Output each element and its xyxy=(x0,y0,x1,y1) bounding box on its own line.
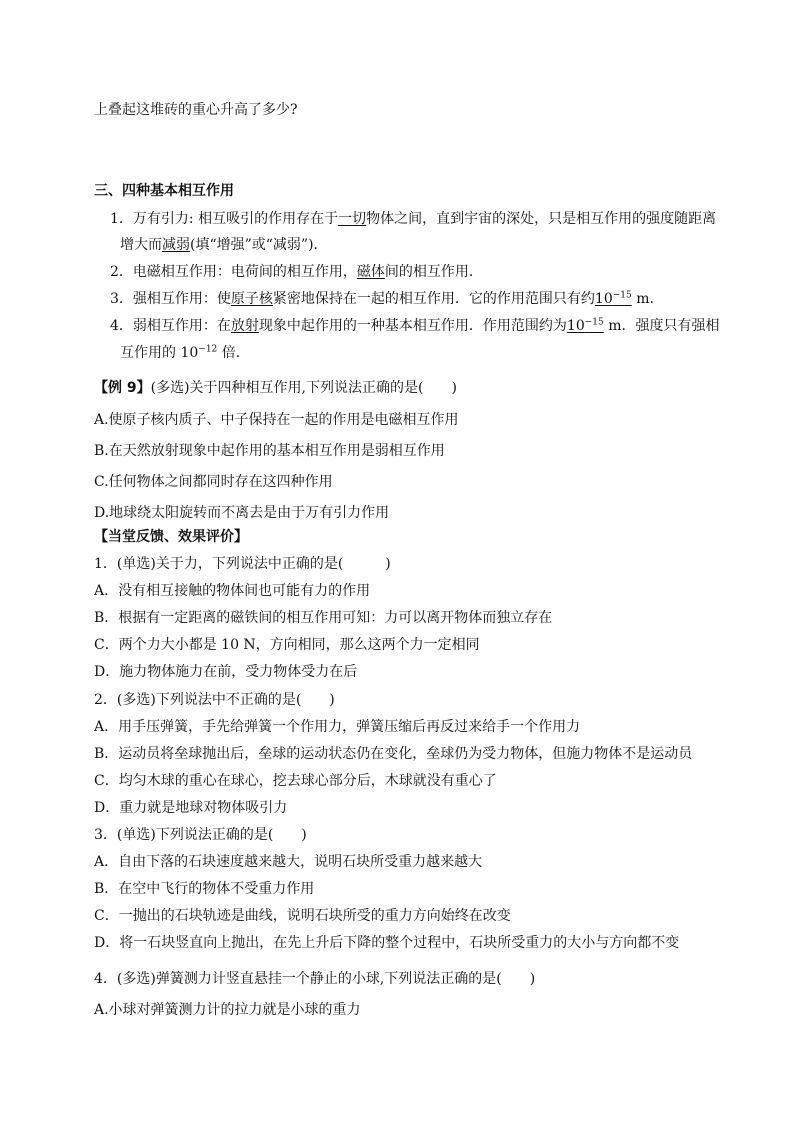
answer-blank: 一切 xyxy=(338,211,367,227)
option: A．没有相互接触的物体间也可能有力的作用 xyxy=(94,583,371,599)
item-number: 1． xyxy=(110,211,133,227)
question-stem: 2．(多选)下列说法中不正确的是( ) xyxy=(94,692,335,708)
option: B．在空中飞行的物体不受重力作用 xyxy=(94,881,315,897)
option: C．一抛出的石块轨迹是曲线，说明石块所受的重力方向始终在改变 xyxy=(94,908,511,924)
intro-text: 上叠起这堆砖的重心升高了多少? xyxy=(94,102,298,118)
question-stem: 3．(单选)下列说法正确的是( ) xyxy=(94,827,307,843)
section-3-item-2: 2．电磁相互作用：电荷间的相互作用，磁体间的相互作用． xyxy=(110,264,483,280)
option: D．施力物体施力在前，受力物体受力在后 xyxy=(94,664,358,680)
answer-blank-power: $10^{-15}$ xyxy=(594,290,632,307)
option: A.小球对弹簧测力计的拉力就是小球的重力 xyxy=(94,1002,361,1018)
option: B．运动员将垒球抛出后，垒球的运动状态仍在变化，垒球仍为受力物体，但施力物体不是运动员 xyxy=(94,746,693,762)
example-tag: 【例 9】 xyxy=(94,380,151,396)
section-3-item-1-cont: 增大而减弱(填“增强”或“减弱”)． xyxy=(120,237,328,253)
example-9-stem: 【例 9】(多选)关于四种相互作用,下列说法正确的是( ) xyxy=(94,380,457,396)
answer-blank-power: $10^{-15}$ xyxy=(566,317,604,334)
section-3-item-1: 1．万有引力: 相互吸引的作用存在于一切物体之间，直到宇宙的深处，只是相互作用的强度随距离 xyxy=(110,211,717,227)
answer-blank: 放射 xyxy=(230,318,259,334)
section-3-title: 三、四种基本相互作用 xyxy=(94,183,234,199)
item-number: 4． xyxy=(110,318,133,334)
option: C．均匀木球的重心在球心，挖去球心部分后，木球就没有重心了 xyxy=(94,773,497,789)
option: D．将一石块竖直向上抛出，在先上升后下降的整个过程中，石块所受重力的大小与方向都不变 xyxy=(94,935,680,951)
feedback-title: 【当堂反馈、效果评价】 xyxy=(94,529,248,545)
option: A．用手压弹簧，手先给弹簧一个作用力，弹簧压缩后再反过来给手一个作用力 xyxy=(94,719,581,735)
item-number: 3． xyxy=(110,291,133,307)
option: D.地球绕太阳旋转而不离去是由于万有引力作用 xyxy=(94,505,390,521)
option: A.使原子核内质子、中子保持在一起的作用是电磁相互作用 xyxy=(94,412,459,428)
section-3-item-3: 3．强相互作用：使原子核紧密地保持在一起的相互作用．它的作用范围只有约$10^{-15}$ m. xyxy=(110,290,654,307)
answer-blank: 减弱 xyxy=(162,237,190,253)
question-stem: 1．(单选)关于力，下列说法中正确的是( ) xyxy=(94,556,391,572)
section-3-item-4: 4．弱相互作用：在放射现象中起作用的一种基本相互作用．作用范围约为$10^{-15}$ m．强度只有强相 xyxy=(110,317,720,334)
option: C．两个力大小都是 10 N，方向相同，那么这两个力一定相同 xyxy=(94,637,480,653)
option: C.任何物体之间都同时存在这四种作用 xyxy=(94,474,333,490)
question-stem: 4．(多选)弹簧测力计竖直悬挂一个静止的小球,下列说法正确的是( ) xyxy=(94,971,536,987)
option: B.在天然放射现象中起作用的基本相互作用是弱相互作用 xyxy=(94,443,445,459)
option: D．重力就是地球对物体吸引力 xyxy=(94,800,288,816)
answer-blank: 原子核 xyxy=(230,291,273,307)
option: B．根据有一定距离的磁铁间的相互作用可知：力可以离开物体而独立存在 xyxy=(94,610,553,626)
section-3-item-4-cont: 互作用的 $10^{-12}$ 倍． xyxy=(120,344,250,361)
item-number: 2． xyxy=(110,264,133,280)
option: A．自由下落的石块速度越来越大，说明石块所受重力越来越大 xyxy=(94,854,483,870)
answer-blank: 磁体 xyxy=(356,264,385,280)
